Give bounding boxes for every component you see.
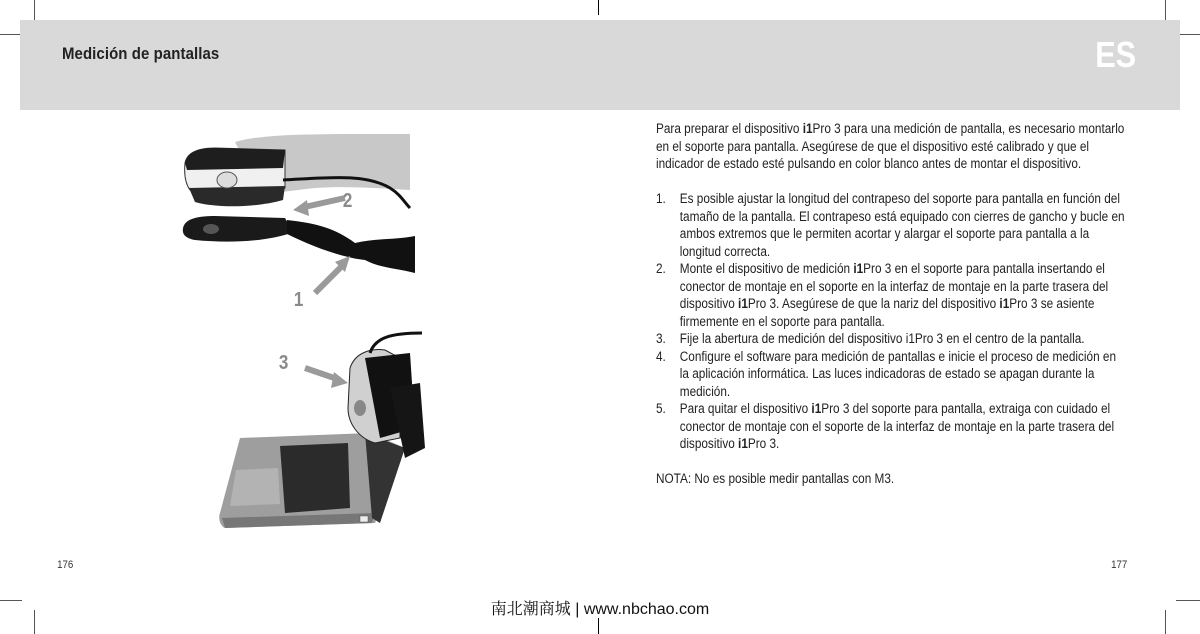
brand-mark: i1 bbox=[853, 261, 864, 276]
step-item bbox=[656, 400, 1126, 453]
crop-mark bbox=[0, 34, 22, 35]
brand-mark: i1 bbox=[738, 296, 748, 311]
step-number: 4. bbox=[656, 348, 666, 364]
page-title: Medición de pantallas bbox=[62, 44, 220, 63]
footer-watermark: 南北潮商城 | www.nbchao.com bbox=[490, 601, 710, 618]
device-holder-photo bbox=[175, 128, 425, 308]
step-text: Pro 3. Asegúrese de que la nariz del dispositivo bbox=[747, 296, 1000, 311]
callout-2: 2 bbox=[342, 190, 353, 212]
step-number: 2. bbox=[656, 261, 666, 276]
laptop-mounted-photo bbox=[200, 328, 425, 533]
step-text: Es posible ajustar la longitud del contrapeso del soporte para pantalla en función del tamaño de la pantalla. El contrapeso está equipado con cierres de gancho y bucle en ambos extremos que le permiten acortar y alargar el soporte para pantalla a la longitud correcta. bbox=[679, 191, 1125, 259]
step-item bbox=[656, 330, 1126, 348]
step-number: 1. bbox=[656, 191, 666, 206]
language-code: ES bbox=[1095, 34, 1136, 75]
step-text: Para quitar el dispositivo bbox=[679, 401, 812, 416]
step-text: Pro 3. bbox=[747, 436, 780, 451]
header-band bbox=[20, 20, 1180, 110]
step-text: Monte el dispositivo de medición bbox=[679, 261, 854, 276]
crop-mark bbox=[1165, 0, 1166, 22]
step-text: Pro 3 se asiente firmemente en el soporte para pantalla. bbox=[679, 296, 1095, 329]
step-item bbox=[656, 190, 1126, 260]
step-number: 3. bbox=[656, 331, 666, 346]
callout-3: 3 bbox=[278, 352, 289, 374]
intro-text: Para preparar el dispositivo bbox=[656, 121, 803, 136]
page-number-left: 176 bbox=[57, 559, 74, 571]
step-text: Pro 3 del soporte para pantalla, extraiga con cuidado el conector de montaje con el soporte de la interfaz de montaje en la parte trasera del dispositivo bbox=[679, 401, 1115, 451]
brand-mark: i1 bbox=[738, 436, 748, 451]
brand-mark: i1 bbox=[811, 401, 822, 416]
intro-paragraph bbox=[656, 120, 1126, 173]
steps-list bbox=[656, 190, 1126, 453]
callout-1: 1 bbox=[293, 289, 304, 311]
crop-mark bbox=[598, 618, 599, 634]
step-text: Pro 3 en el soporte para pantalla insertando el conector de montaje en el soporte en la interfaz de montaje en la parte trasera del dispositivo bbox=[679, 261, 1109, 311]
step-number: 5. bbox=[656, 401, 666, 416]
step-text: Configure el software para medición de pantallas e inicie el proceso de medición en la aplicación informática. Las luces indicadoras de estado se apagan durante la medición. bbox=[679, 348, 1117, 399]
crop-mark bbox=[34, 0, 35, 22]
step-item bbox=[656, 260, 1126, 330]
brand-mark: i1 bbox=[999, 296, 1010, 311]
brand-mark: i1 bbox=[802, 121, 813, 136]
step-text: Fije la abertura de medición del dispositivo i1Pro 3 en el centro de la pantalla. bbox=[679, 331, 1085, 346]
intro-text: Pro 3 para una medición de pantalla, es necesario montarlo en el soporte para pantalla. Asegúrese de que el dispositivo esté calibrado y que el indicador de estado esté pulsando en color blanco antes de montar el dispositivo. bbox=[656, 121, 1125, 171]
note-text: NOTA: No es posible medir pantallas con M3. bbox=[656, 471, 895, 486]
instructions-column bbox=[656, 120, 1126, 505]
step-item bbox=[656, 348, 1126, 401]
crop-mark bbox=[598, 0, 599, 15]
page-number-right: 177 bbox=[1111, 559, 1128, 571]
